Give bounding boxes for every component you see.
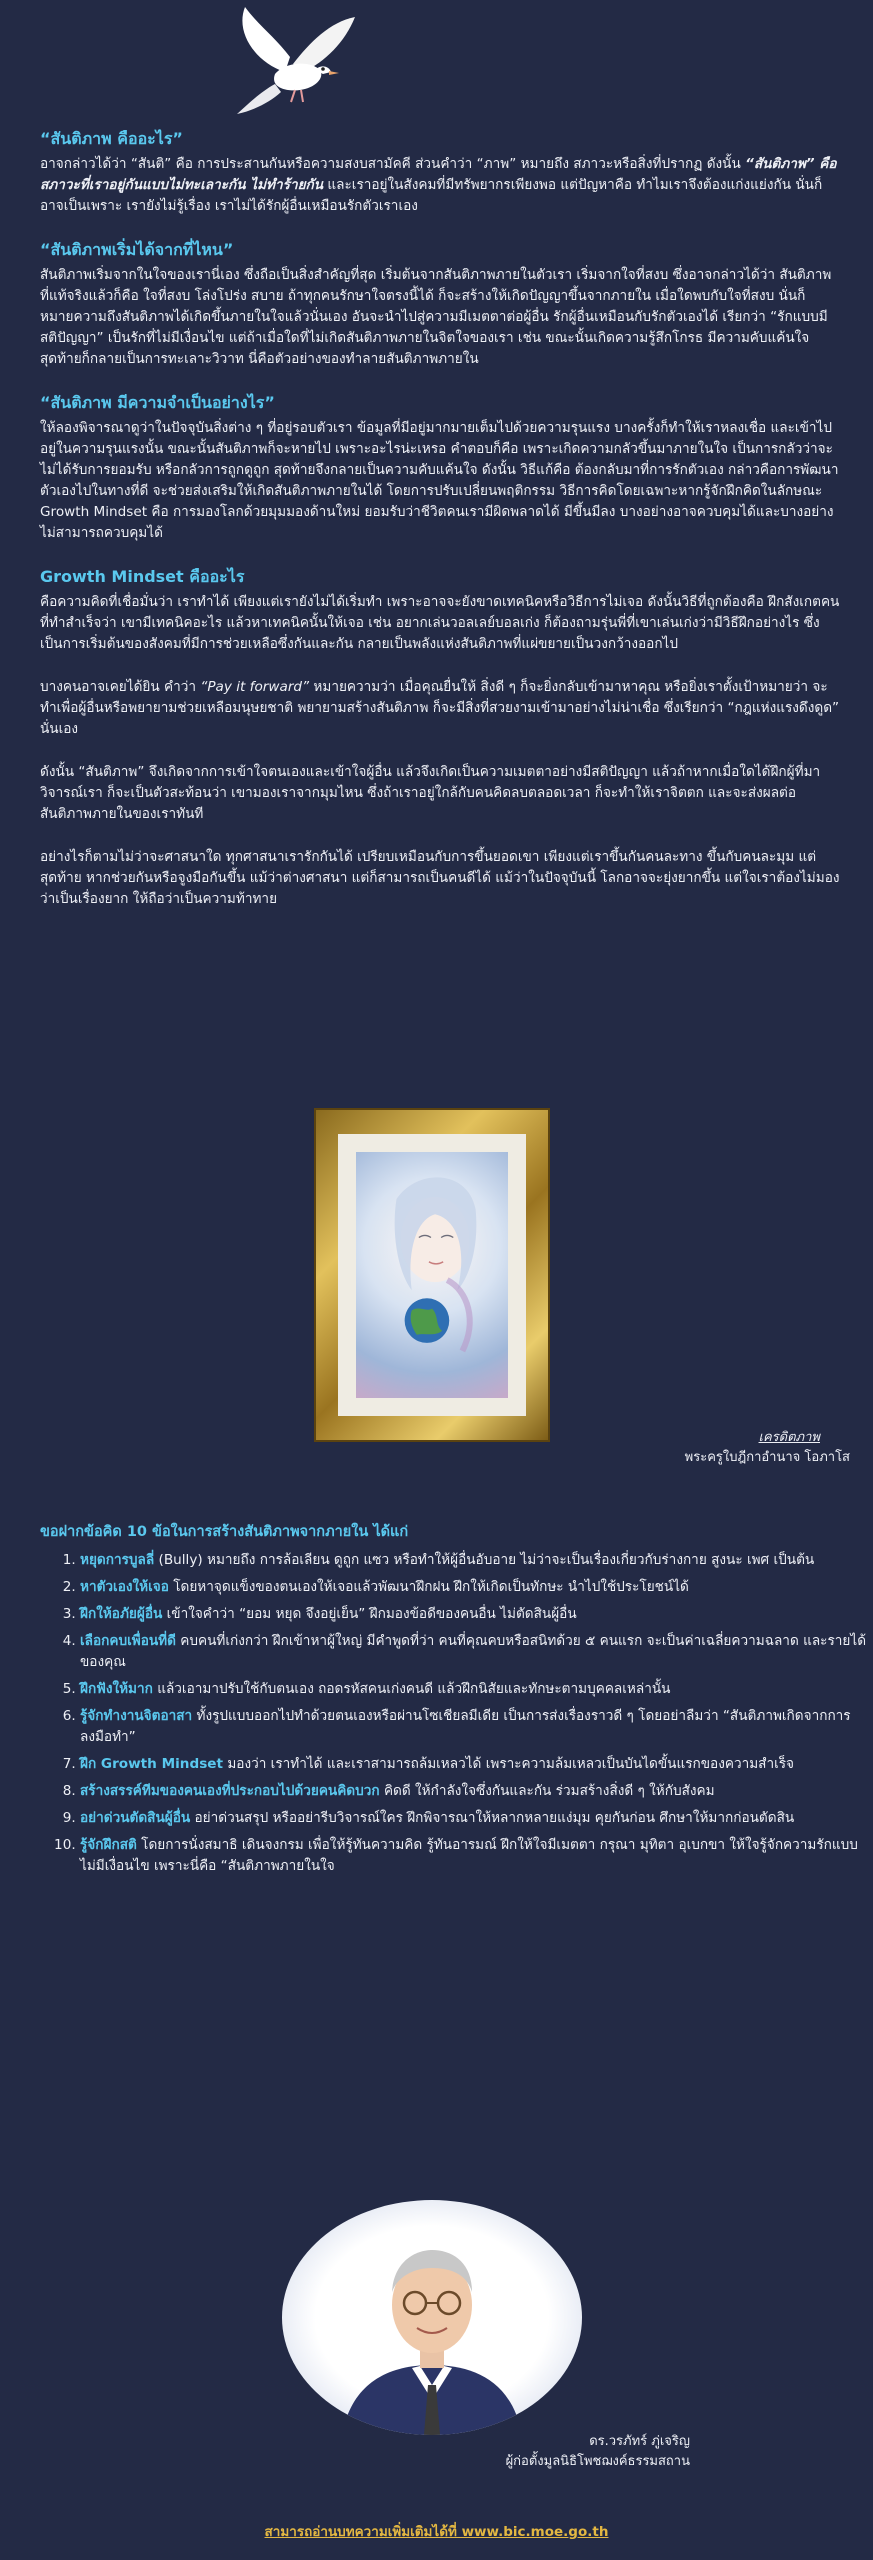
- tip-item: [80, 1631, 873, 1673]
- tip-key: สร้างสรรค์ทีมของคนเองที่ประกอบไปด้วยคนคิดบวก: [80, 1783, 380, 1799]
- section-paragraph: [40, 265, 840, 370]
- tip-item: [80, 1679, 873, 1700]
- italic-text: “Pay it forward”: [200, 679, 310, 695]
- artwork-painting: [356, 1152, 508, 1398]
- tip-key: เลือกคบเพื่อนที่ดี: [80, 1633, 176, 1649]
- tips-heading: ขอฝากข้อคิด 10 ข้อในการสร้างสันติภาพจากภายใน ได้แก่: [40, 1524, 409, 1540]
- artwork-caption-title: เครดิตภาพ: [758, 1430, 820, 1445]
- dove-icon: [215, 2, 365, 122]
- author-title: ผู้ก่อตั้งมูลนิธิโพชฌงค์ธรรมสถาน: [505, 2454, 690, 2469]
- section-heading: Growth Mindset คืออะไร: [40, 567, 245, 586]
- tip-text: อย่าด่วนสรุป หรืออย่ารีบวิจารณ์ใคร ฝึกพิจารณาให้หลากหลายแง่มุม คุยกันก่อน ศึกษาให้มากก่อนตัดสิน: [190, 1810, 795, 1826]
- section-paragraph: [40, 847, 840, 910]
- tip-item: [80, 1706, 873, 1748]
- author-portrait: [282, 2200, 582, 2435]
- tips-list: [40, 1550, 873, 1883]
- tip-item: [80, 1550, 873, 1571]
- framed-artwork: [316, 1110, 548, 1440]
- tip-text: คบคนที่เก่งกว่า ฝึกเข้าหาผู้ใหญ่ มีคำพูดที่ว่า คนที่คุณคบหรือสนิทด้วย ๕ คนแรก จะเป็นค่าเฉลี่ยความฉลาด และรายได้ของคุณ: [80, 1633, 867, 1670]
- tip-key: รู้จักทำงานจิตอาสา: [80, 1708, 193, 1724]
- tip-key: รู้จักฝึกสติ: [80, 1837, 137, 1853]
- tip-item: [80, 1754, 873, 1775]
- paragraph-text: บางคนอาจเคยได้ยิน คำว่า: [40, 679, 201, 695]
- section-paragraph: [40, 418, 840, 544]
- emphasis-text: “สันติภาพ” คือ สภาวะที่เราอยู่กันแบบไม่ทะเลาะกัน ไม่ทำร้ายกัน: [40, 156, 837, 193]
- author-name: ดร.วรภัทร์ ภู่เจริญ: [589, 2434, 690, 2449]
- paragraph-text: อย่างไรก็ตามไม่ว่าจะศาสนาใด ทุกศาสนาเรารักกันได้ เปรียบเหมือนกับการขึ้นยอดเขา เพียงแต่เราขึ้นกันคนละทาง ขึ้นกับคนละมุม แต่สุดท้าย หากช่วยกันหรือจูงมือกันขึ้น แม้ว่าต่างศาสนา แต่ก็สามารถเป็นคนดีได้ แม้ว่าในปัจจุบันนี้ โลกอาจจะยุ่งยากขึ้น แต่ใจเราต้องไม่มองว่าเป็นเรื่องยาก ให้ถือว่าเป็นความท้าทาย: [40, 849, 840, 907]
- tip-text: (Bully) หมายถึง การล้อเลียน ดูถูก แซว หรือทำให้ผู้อื่นอับอาย ไม่ว่าจะเป็นเรื่องเกี่ยวกับร่างกาย สูงนะ เพศ เป็นต้น: [154, 1552, 815, 1568]
- tip-item: [80, 1835, 873, 1877]
- tip-text: แล้วเอามาปรับใช้กับตนเอง ถอดรหัสคนเก่งคนดี แล้วฝึกนิสัยและทักษะตามบุคคลเหล่านั้น: [152, 1681, 671, 1697]
- author-signature: [450, 2432, 690, 2472]
- section-paragraph: [40, 592, 840, 655]
- tip-key: อย่าด่วนตัดสินผู้อื่น: [80, 1810, 191, 1826]
- paragraph-text: ให้ลองพิจารณาดูว่าในปัจจุบันสิ่งต่าง ๆ ที่อยู่รอบตัวเรา ข้อมูลที่มีอยู่มากมายเต็มไปด้วยความรุนแรง บางครั้งก็ทำให้เราหลงเชื่อ และเข้าไปอยู่ในความรุนแรงนั้น ขณะนั้นสันติภาพก็จะหายไป เพราะอะไรน่ะเหรอ คำตอบก็คือ เพราะเกิดความกลัวขึ้นมาภายในใจ เป็นการกลัวว่าจะไม่ได้รับการยอมรับ หรือกลัวการถูกดูถูก สุดท้ายจึงกลายเป็นความคับแค้นใจ ดังนั้น วิธีแก้คือ ต้องกลับมาที่การรักตัวเอง กล่าวคือการพัฒนาตัวเองไปในทางที่ดี จะช่วยส่งเสริมให้เกิดสันติภาพภายในได้ โดยการปรับเปลี่ยนพฤติกรรม วิธีการคิดโดยเฉพาะหากรู้จักฝึกคิดในลักษณะ Growth Mindset คือ การมองโลกด้วยมุมมองด้านใหม่ ยอมรับว่าชีวิตคนเรามีผิดพลาดได้ มีขึ้นมีลง บางอย่างอาจควบคุมได้และบางอย่างไม่สามารถควบคุมได้: [40, 420, 839, 541]
- tip-key: ฝึก Growth Mindset: [80, 1756, 223, 1772]
- paragraph-text: ดังนั้น “สันติภาพ” จึงเกิดจากการเข้าใจตนเองและเข้าใจผู้อื่น แล้วจึงเกิดเป็นความเมตตาอย่างมีสติปัญญา แล้วถ้าหากเมื่อใดได้ฝึกผู้ที่มาวิจารณ์เรา ก็จะเป็นตัวสะท้อนว่า เขามองเราจากมุมไหน ซึ่งถ้าเราอยู่ใกล้กับคนคิดลบตลอดเวลา ก็จะทำให้เราจิตตก และจะส่งผลต่อสันติภาพภายในของเราทันที: [40, 764, 821, 822]
- tip-text: มองว่า เราทำได้ และเราสามารถล้มเหลวได้ เพราะความล้มเหลวเป็นบันไดขั้นแรกของความสำเร็จ: [223, 1756, 795, 1772]
- tip-text: ทั้งรูปแบบออกไปทำด้วยตนเองหรือผ่านโซเชียลมีเดีย เป็นการส่งเรื่องราวดี ๆ โดยอย่าลืมว่า “สันติภาพเกิดจากการลงมือทำ”: [80, 1708, 851, 1745]
- artwork-caption-credit: พระครูใบฎีกาอำนาจ โอภาโส: [684, 1450, 850, 1465]
- article-body: [40, 128, 840, 932]
- tip-key: ฝึกให้อภัยผู้อื่น: [80, 1606, 163, 1622]
- section-heading: “สันติภาพ มีความจำเป็นอย่างไร”: [40, 393, 275, 412]
- tip-item: [80, 1577, 873, 1598]
- section-heading: “สันติภาพเริ่มได้จากที่ไหน”: [40, 240, 234, 259]
- paragraph-text: สันติภาพเริ่มจากในใจของเรานี่เอง ซึ่งถือเป็นสิ่งสำคัญที่สุด เริ่มต้นจากสันติภาพภายในตัวเรา เริ่มจากใจที่สงบ ซึ่งอาจกล่าวได้ว่า สันติภาพที่แท้จริงแล้วก็คือ ใจที่สงบ โล่งโปร่ง สบาย ถ้าทุกคนรักษาใจตรงนี้ได้ ก็จะสร้างให้เกิดปัญญาขึ้นจากภายใน เมื่อใดพบกับใจที่สงบ นั่นก็หมายความถึงสันติภาพได้เกิดขึ้นภายในใจแล้วนั่นเอง อันจะนำไปสู่ความมีเมตตาต่อผู้อื่น รักผู้อื่นเหมือนกับรักตัวเองได้ เรียกว่า “รักแบบมีสติปัญญา” เป็นรักที่ไม่มีเงื่อนไข แต่ถ้าเมื่อใดที่ไม่เกิดสันติภาพภายในจิตใจของเรา เช่น ขณะนั้นเกิดความรู้สึกโกรธ มีความคับแค้นใจ สุดท้ายก็กลายเป็นการทะเลาะวิวาท นี่คือตัวอย่างของทำลายสันติภาพภายใน: [40, 267, 832, 367]
- tip-text: คิดดี ให้กำลังใจซึ่งกันและกัน ร่วมสร้างสิ่งดี ๆ ให้กับสังคม: [379, 1783, 715, 1799]
- tip-text: โดยการนั่งสมาธิ เดินจงกรม เพื่อให้รู้ทันความคิด รู้ทันอารมณ์ ฝึกให้ใจมีเมตตา กรุณา มุทิตา อุเบกขา ให้ใจรู้จักความรักแบบไม่มีเงื่อนไข เพราะนี่คือ “สันติภาพภายในใจ: [80, 1837, 858, 1874]
- tip-item: [80, 1781, 873, 1802]
- tip-key: หยุดการบูลลี่: [80, 1552, 155, 1568]
- section-paragraph: [40, 762, 840, 825]
- artwork-caption: [560, 1428, 850, 1468]
- tip-text: เข้าใจคำว่า “ยอม หยุด จึงอยู่เย็น” ฝึกมองข้อดีของคนอื่น ไม่ตัดสินผู้อื่น: [162, 1606, 577, 1622]
- section-heading: “สันติภาพ คืออะไร”: [40, 129, 183, 148]
- paragraph-text: คือความคิดที่เชื่อมั่นว่า เราทำได้ เพียงแต่เรายังไม่ได้เริ่มทำ เพราะอาจจะยังขาดเทคนิคหรือวิธีการไม่เจอ ดังนั้นวิธีที่ถูกต้องคือ ฝึกสังเกตคนที่ทำสำเร็จว่า เขามีเทคนิคอะไร แล้วหาเทคนิคนั้นให้เจอ เช่น อยากเล่นวอลเลย์บอลเก่ง ก็ต้องถามรุ่นพี่ที่เขาเล่นเก่งว่ามีวิธีฝึกอย่างไร ซึ่งเป็นการเริ่มต้นของสังคมที่มีการช่วยเหลือซึ่งกันและกัน กลายเป็นพลังแห่งสันติภาพที่แผ่ขยายเป็นวงกว้างออกไป: [40, 594, 840, 652]
- tip-key: ฝึกฟังให้มาก: [80, 1681, 153, 1697]
- section-paragraph: [40, 677, 840, 740]
- tip-text: โดยหาจุดแข็งของตนเองให้เจอแล้วพัฒนาฝึกฝน ฝึกให้เกิดเป็นทักษะ นำไปใช้ประโยชน์ได้: [168, 1579, 689, 1595]
- tip-item: [80, 1808, 873, 1829]
- tip-key: หาตัวเองให้เจอ: [80, 1579, 169, 1595]
- tip-item: [80, 1604, 873, 1625]
- footer-website-link[interactable]: สามารถอ่านบทความเพิ่มเติมได้ที่ www.bic.moe.go.th: [264, 2524, 609, 2540]
- section-paragraph: [40, 154, 840, 217]
- paragraph-text: หมายความว่า เมื่อคุณยื่นให้ สิ่งดี ๆ ก็จะยิ่งกลับเข้ามาหาคุณ หรือยิ่งเราตั้งเป้าหมายว่า จะทำเพื่อผู้อื่นหรือพยายามช่วยเหลือมนุษยชาติ พยายามสร้างสันติภาพ ก็จะมีสิ่งที่สวยงามเข้ามาอย่างไม่น่าเชื่อ ซึ่งเรียกว่า “กฎแห่งแรงดึงดูด” นั่นเอง: [40, 679, 840, 737]
- paragraph-text: และเราอยู่ในสังคมที่มีทรัพยากรเพียงพอ แต่ปัญหาคือ ทำไมเราจึงต้องแก่งแย่งกัน นั่นก็อาจเป็นเพราะ เรายังไม่รู้เรื่อง เราไม่ได้รักผู้อื่นเหมือนรักตัวเราเอง: [40, 177, 823, 214]
- paragraph-text: อาจกล่าวได้ว่า “สันติ” คือ การประสานกันหรือความสงบสามัคคี ส่วนคำว่า “ภาพ” หมายถึง สภาวะหรือสิ่งที่ปรากฏ ดังนั้น: [40, 156, 746, 172]
